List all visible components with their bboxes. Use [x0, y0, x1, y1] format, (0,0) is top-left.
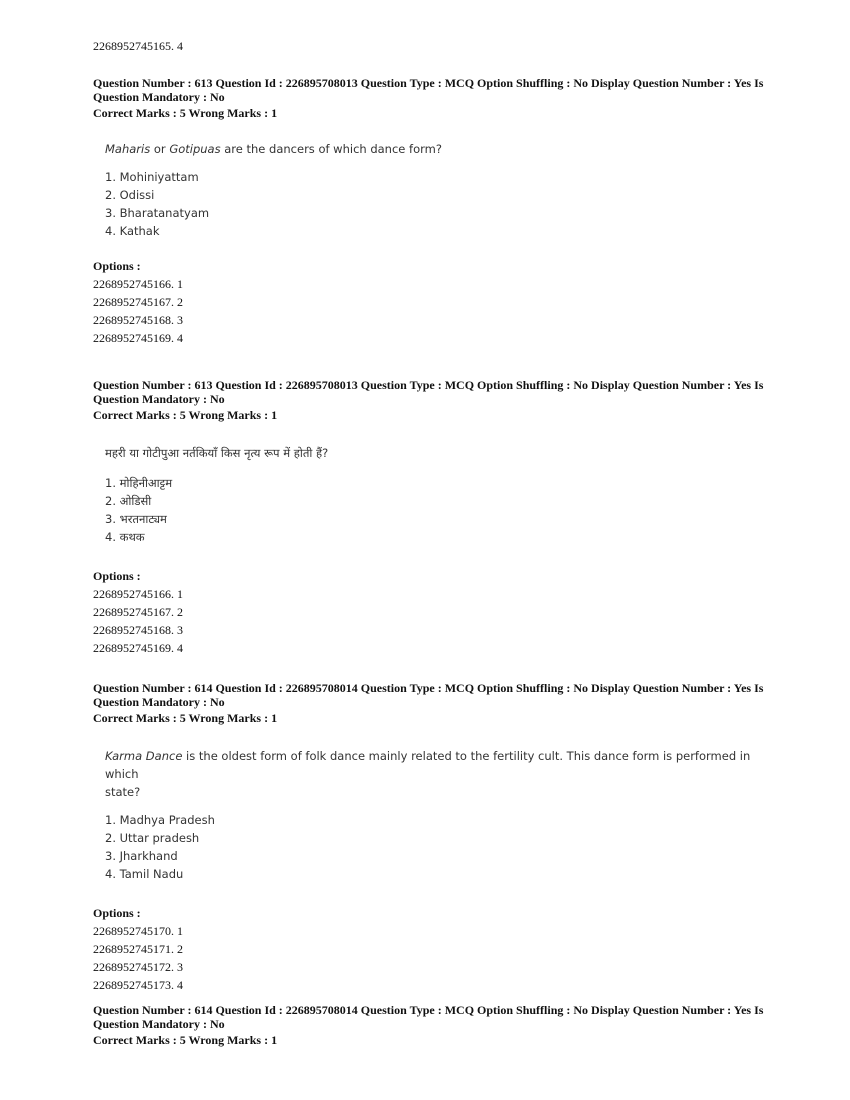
- question-header: Question Number : 613 Question Id : 226895708013 Question Type : MCQ Option Shuffling : No Display Question Number : Yes Is: [93, 76, 764, 90]
- question-mandatory: Question Mandatory : No: [93, 90, 225, 104]
- question-header: Question Number : 613 Question Id : 226895708013 Question Type : MCQ Option Shuffling : No Display Question Number : Yes Is: [93, 378, 764, 392]
- question-header: Question Number : 614 Question Id : 226895708014 Question Type : MCQ Option Shuffling : No Display Question Number : Yes Is: [93, 681, 764, 695]
- choice-item: 1. मोहिनीआट्टम: [105, 476, 173, 490]
- option-line: 2268952745168. 3: [93, 623, 183, 637]
- choice-item: 4. कथक: [105, 530, 145, 544]
- marks-line: Correct Marks : 5 Wrong Marks : 1: [93, 106, 278, 120]
- question-line2: state?: [105, 785, 141, 799]
- option-line: 2268952745169. 4: [93, 331, 183, 345]
- options-title: Options :: [93, 906, 141, 920]
- options-title: Options :: [93, 569, 141, 583]
- option-line: 2268952745166. 1: [93, 587, 183, 601]
- question-mandatory: Question Mandatory : No: [93, 695, 225, 709]
- choice-item: 2. Odissi: [105, 188, 155, 202]
- question-text: [105, 747, 773, 801]
- question-block: [93, 1003, 773, 1047]
- option-line: 2268952745171. 2: [93, 942, 183, 956]
- option-line: 2268952745167. 2: [93, 605, 183, 619]
- choice-item: 1. Mohiniyattam: [105, 170, 199, 184]
- question-term: Karma Dance: [105, 749, 183, 763]
- choice-item: 3. भरतनाट्यम: [105, 512, 167, 526]
- choice-item: 3. Jharkhand: [105, 849, 178, 863]
- choice-item: 2. ओडिसी: [105, 494, 152, 508]
- option-line: 2268952745172. 3: [93, 960, 183, 974]
- option-line: 2268952745166. 1: [93, 277, 183, 291]
- question-connector: or: [150, 142, 170, 156]
- choice-list: [105, 168, 773, 240]
- option-line: 2268952745165. 4: [93, 39, 183, 53]
- question-header: Question Number : 614 Question Id : 226895708014 Question Type : MCQ Option Shuffling : No Display Question Number : Yes Is: [93, 1003, 764, 1017]
- marks-line: Correct Marks : 5 Wrong Marks : 1: [93, 1033, 278, 1047]
- choice-item: 4. Tamil Nadu: [105, 867, 184, 881]
- question-mandatory: Question Mandatory : No: [93, 392, 225, 406]
- question-text: महरी या गोटीपुआ नर्तकियाँ किस नृत्य रूप में होती हैं?: [105, 446, 329, 460]
- question-block: [93, 76, 773, 347]
- question-term: Maharis: [105, 142, 151, 156]
- question-block: [93, 681, 773, 994]
- option-line: 2268952745173. 4: [93, 978, 183, 992]
- option-line: 2268952745168. 3: [93, 313, 183, 327]
- marks-line: Correct Marks : 5 Wrong Marks : 1: [93, 711, 278, 725]
- choice-list: [105, 811, 773, 883]
- question-mandatory: Question Mandatory : No: [93, 1017, 225, 1031]
- option-line: 2268952745169. 4: [93, 641, 183, 655]
- choice-item: 4. Kathak: [105, 224, 160, 238]
- option-line: 2268952745167. 2: [93, 295, 183, 309]
- question-rest: is the oldest form of folk dance mainly related to the fertility cult. This dance form is performed in which: [105, 749, 751, 781]
- choice-item: 2. Uttar pradesh: [105, 831, 200, 845]
- marks-line: Correct Marks : 5 Wrong Marks : 1: [93, 408, 278, 422]
- question-block: [93, 378, 773, 657]
- options-title: Options :: [93, 259, 141, 273]
- choice-item: 1. Madhya Pradesh: [105, 813, 215, 827]
- option-line: 2268952745170. 1: [93, 924, 183, 938]
- question-text: [105, 140, 773, 158]
- choice-item: 3. Bharatanatyam: [105, 206, 210, 220]
- question-term: Gotipuas: [169, 142, 221, 156]
- question-rest: are the dancers of which dance form?: [220, 142, 442, 156]
- choice-list: [105, 474, 773, 546]
